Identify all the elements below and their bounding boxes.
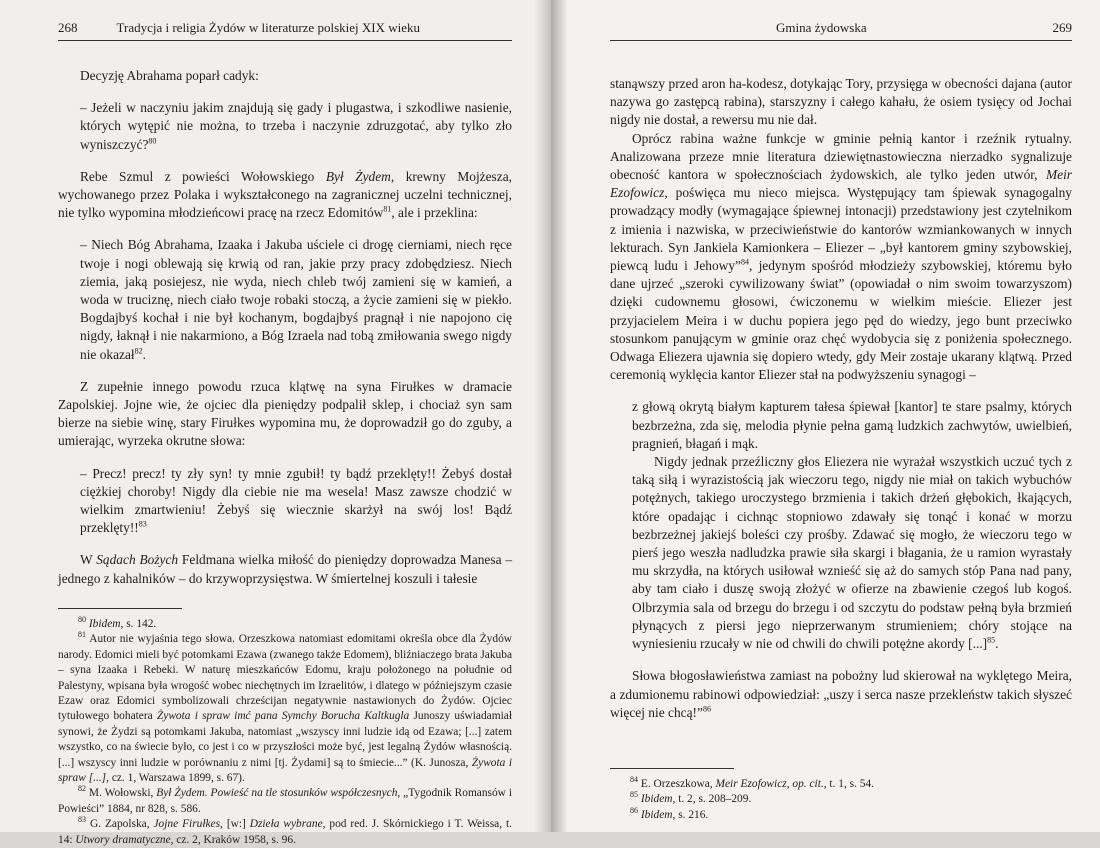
block-quote: [610, 398, 1072, 653]
footnote-divider: [58, 608, 182, 609]
footnote: $^{81}$ Autor nie wyjaśnia tego słowa. Orzeszkowa natomiast edomitami określa obce dla Żydów narody. Edomici mieli być potomkami Ezawa (zwanego także Edomem), bliźniaczego brata Jakuba – syna Izaaka i Rebeki. W naturę mieszkańców Edomu, kraju położonego na południe od Palestyny, wpisana była wrogość wobec niechętnych im Izraelitów, i dlatego w późniejszym czasie Ezaw oraz Edomici symbolizowali chrześcijan negatywnie nastawionych do Żydów. Ojciec tytułowego bohatera Żywota i spraw imć pana Symchy Borucha Kaltkugla Junoszy uświadamiał synowi, że Żydzi są potomkami Jakuba, natomiast „wszyscy inni ludzie idą od Ezawa; [...] zatem wszystko, co na świecie było, co jest i co w przyszłości może być, jest legalną Żydów własnością. [...] wszyscy inni ludzie w porównaniu z nimi [tj. Żydami] są to śmiecie...” (K. Junosza, Żywota i spraw [...], cz. 1, Warszawa 1899, s. 67).: [58, 630, 512, 784]
paragraph: stanąwszy przed aron ha-kodesz, dotykając Tory, przysięga w obecności dajana (autor nazywa go zastępcą rabina), starszyzny i całego kahału, że osiem tysięcy od Jochai nigdy nie dostał, a rewersu mu nie dał.: [610, 76, 1072, 128]
block-quote: [58, 99, 512, 154]
right-page-header: [610, 20, 1072, 41]
footnote-ref[interactable]: 84: [741, 257, 749, 267]
left-footnotes: [58, 617, 512, 848]
quote-text: – Precz! precz! ty zły syn! ty mnie zgubił! ty bądź przeklęty!! Żebyś dostał ciężkiej choroby! Nigdy dla ciebie nie ma wesela! Masz zawsze chodzić w wielkim zmartwieniu! Żebyś się wiecznie skarżył na swój los! Bądź przeklęty!!$^{83}$: [80, 465, 512, 536]
paragraph: Słowa błogosławieństwa zamiast na pobożny lud skierował na wyklętego Meira, a zdumionemu rabinowi odpowiedział: „uszy i serca nasze przekleństw takich słyszeć więcej nie chcą!”$^{86}$: [610, 668, 1072, 720]
footnote: $^{80}$ Ibidem, s. 142.: [78, 615, 157, 630]
right-page: [552, 0, 1100, 832]
paragraph: W Sądach Bożych Feldmana wielka miłość do pieniędzy doprowadza Manesa – jednego z kahalników – do krzywoprzysięstwa. W śmiertelnej koszuli i tałesie: [58, 552, 513, 586]
paragraph: Rebe Szmul z powieści Wołowskiego Był Żydem, krewny Mojżesza, wychowanego przez Polaka i wykształconego na zagranicznej uczelni technicznej, nie tylko wypomina młodzieńcowi pracę na rzecz Edomitów$^{81}$, ale i przeklina:: [58, 168, 513, 221]
footnote: $^{83}$ G. Zapolska, Jojne Firułkes, [w:] Dzieła wybrane, pod red. J. Skórnickiego i T. Weissa, t. 14: Utwory dramatyczne, cz. 2, Kraków 1958, s. 96.: [58, 815, 512, 846]
right-footnotes: [610, 777, 1072, 823]
footnote-ref[interactable]: 83: [138, 519, 147, 529]
page-number: 268: [58, 20, 78, 35]
book-title: Sądach Bożych: [96, 552, 179, 568]
paragraph: Decyzję Abrahama poparł cadyk:: [80, 68, 259, 83]
block-quote: [58, 236, 512, 363]
page-number: 269: [1052, 20, 1072, 35]
quote-text: – Niech Bóg Abrahama, Izaaka i Jakuba uściele ci drogę cierniami, niech ręce twoje i nogi oblewają się krwią od ran, jakie przy pracy zdobędziesz. Niech ziemia, jaką posiejesz, nie wyda, niech chleb twój zamieni się w kamień, a woda w truciznę, niech ciało twoje robaki stoczą, a życie zamieni się w piekło. Bogdajbyś kochał i nie był kochanym, bogdajbyś pragnął i nie napojono cię nigdy, łaknął i nie nakarmiono, a Bóg Izraela nad tobą zmiłowania swego nigdy nie okazał$^{82}$.: [80, 237, 512, 362]
footnote: $^{82}$ M. Wołowski, Był Żydem. Powieść na tle stosunków współczesnych, „Tygodnik Romansów i Powieści” 1884, nr 828, s. 586.: [58, 784, 512, 815]
left-body: [58, 67, 512, 588]
right-body: [610, 75, 1072, 722]
running-head: Tradycja i religia Żydów w literaturze polskiej XIX wieku: [116, 20, 420, 35]
left-page-header: [58, 20, 512, 41]
footnote-ref[interactable]: 82: [134, 346, 143, 356]
running-head: Gmina żydowska: [776, 20, 867, 35]
footnote: $^{85}$ Ibidem, t. 2, s. 208–209.: [630, 790, 752, 806]
footnote-ref[interactable]: 80: [148, 136, 157, 146]
footnote-ref[interactable]: 81: [383, 204, 392, 214]
block-quote: [58, 465, 512, 538]
quote-text: Nigdy jednak przeźliczny głos Eliezera nie wyrażał wszystkich uczuć tych z taką siłą i wyrazistością jak wieczoru tego, nigdy nie miał on takich wybuchów potężnych, takiego uroczystego brzmienia i takich drżeń głębokich, łkających, które opadając i cichnąc stopniowo zdawały się tonąć i konać w morzu bezbrzeżnej jakiejś boleści czy prośby. Zdawać się mogło, że wieczoru tego w pierś jego weszła nadludzka prawie siła skargi i błagania, że u ramion wyrastały mu skrzydła, na których usiłował wznieść się aż do samych stóp Pana nad pany, aby tam ciało i duszę swoją złożyć w ofierze na zbawienie czegoś lub kogoś. Olbrzymia sala od brzegu do brzegu i od szczytu do podstaw pełną była brzmień płynących z piersi jego nieprzerwanym strumieniem; chóry stojące na wyniesieniu rzucały w nie od chwili do chwili potężne akordy [...]$^{85}$.: [632, 454, 1072, 652]
paragraph: Z zupełnie innego powodu rzuca klątwę na syna Firułkes w dramacie Zapolskiej. Jojne wie, że ojciec dla pieniędzy podpalił sklep, i chociaż syn sam bierze na siebie winę, stary Firułkes wypomina mu, że doprowadził go do zguby, a umierając, wyrzeka okrutne słowa:: [58, 378, 512, 449]
footnote-ref[interactable]: 85: [987, 635, 996, 645]
quote-text: z głową okrytą białym kapturem tałesa śpiewał [kantor] te stare psalmy, których bezbrzeżna, zda się, melodia płynie pełna gamą ludzkich zachwytów, uwielbień, pragnień, błagań i mąk.: [632, 399, 1072, 451]
book-gutter: [534, 0, 568, 832]
quote-text: – Jeżeli w naczyniu jakim znajdują się gady i plugastwa, i szkodliwe nasienie, których wytępić nie można, to trzeba i naczynie zdruzgotać, aby tylko zło wyniszczyć?$^{80}$: [80, 100, 512, 152]
footnote-ref[interactable]: 86: [702, 704, 711, 714]
book-title: Był Żydem: [325, 168, 391, 184]
footnote: $^{86}$ Ibidem, s. 216.: [630, 805, 709, 821]
book-title: Meir Ezofowicz: [610, 167, 1072, 201]
paragraph: Oprócz rabina ważne funkcje w gminie pełnią kantor i rzeźnik rytualny. Analizowana przeze mnie literatura dziewiętnastowieczna nierzadko sygnalizuje obecność kantora w społecznościach żydowskich, ale tylko jeden utwór, Meir Ezofowicz, poświęca mu nieco miejsca. Występujący tam śpiewak synagogalny prowadzący modły (wymagające śpiewnej intonacji) przedstawiony jest czytelnikom z imienia i nazwiska, w przeciwieństwie do kantorów wzmiankowanych w innych lekturach. Syn Jankiela Kamionkera – Eliezer – „był kantorem gminy szybowskiej, piewcą ludu i Jehowy”$^{84}$, jedynym spośród młodzieży szybowskiej, któremu było dane ujrzeć „szeroki cywilizowany świat” (opowiadał o nim swoim towarzyszom) dzięki cudownemu głosowi, ćwiczonemu w wielkim mieście. Eliezer jest przyjacielem Meira i w duchu popiera jego pęd do wiedzy, jego bunt przeciwko stosunkom panującym w gminie oraz chęć wydobycia się z poniżenia społecznego. Odwaga Eliezera ujawnia się dopiero wtedy, gdy Meir zostaje ukarany klątwą. Przed ceremonią wyklęcia kantor Eliezer stał na podwyższeniu synagogi –: [610, 130, 1073, 383]
footnote: $^{84}$ E. Orzeszkowa, Meir Ezofowicz, op. cit., t. 1, s. 54.: [630, 775, 875, 790]
footnote-divider: [610, 768, 734, 769]
